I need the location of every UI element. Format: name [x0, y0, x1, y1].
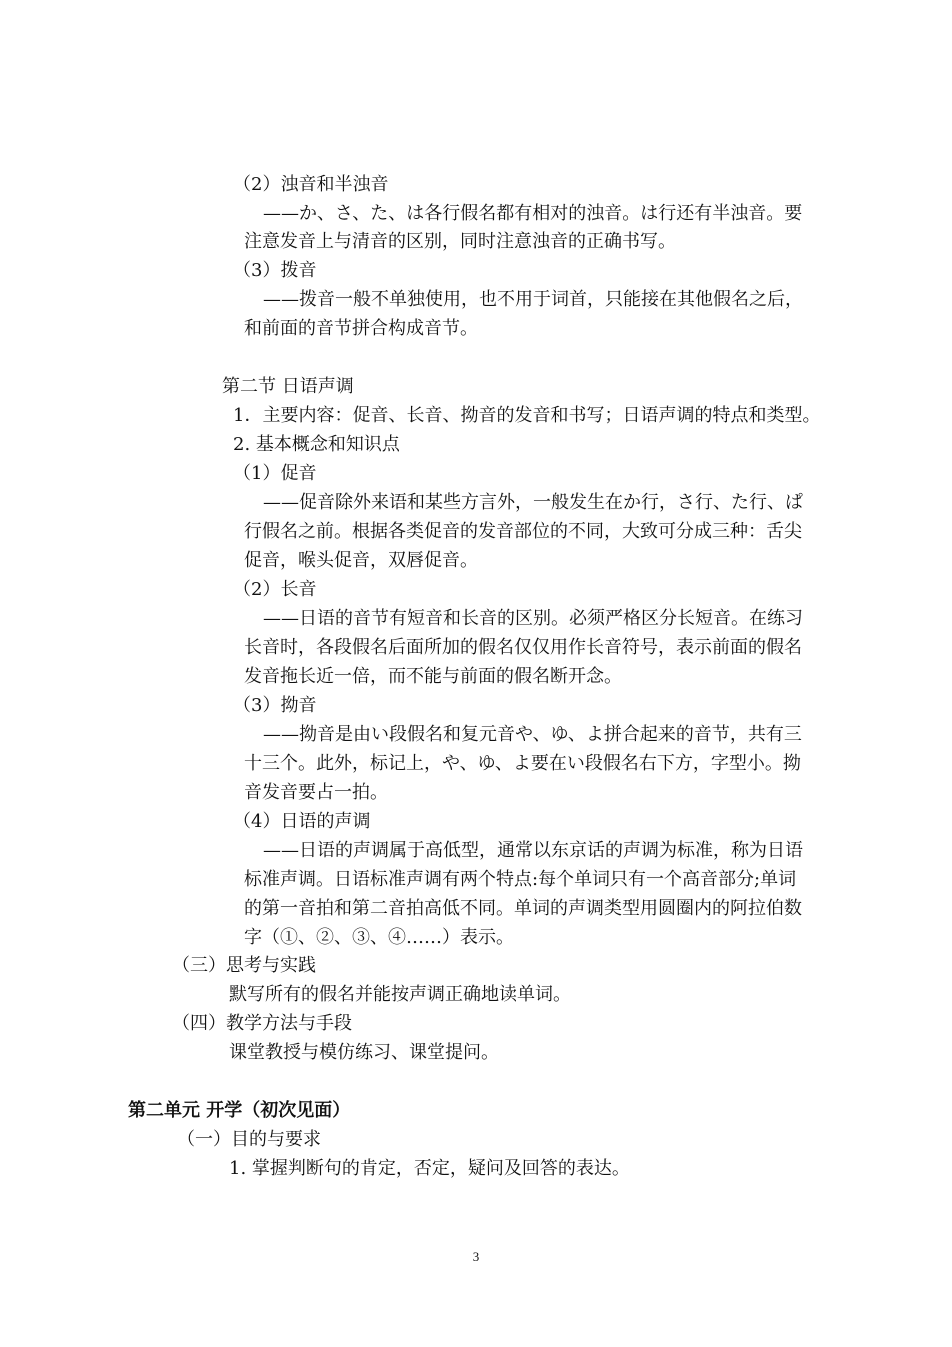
subheading-dakuon: （2）浊音和半浊音: [233, 174, 389, 195]
list-item: 1．主要内容：促音、长音、拗音的发音和书写；日语声调的特点和类型。: [233, 405, 821, 426]
paragraph-line: 和前面的音节拼合构成音节。: [244, 318, 478, 339]
subheading-chouon: （2）长音: [233, 579, 317, 600]
page-number: 3: [472, 1249, 480, 1264]
paragraph-line: ——拗音是由い段假名和复元音や、ゆ、よ拼合起来的音节，共有三: [263, 724, 802, 745]
paragraph-line: 课堂教授与模仿练习、课堂提问。: [229, 1042, 499, 1063]
paragraph-line: 长音时，各段假名后面所加的假名仅仅用作长音符号，表示前面的假名: [244, 637, 802, 658]
paragraph-line: 默写所有的假名并能按声调正确地读单词。: [229, 984, 571, 1005]
paragraph-line: 行假名之前。根据各类促音的发音部位的不同，大致可分成三种：舌尖: [244, 521, 802, 542]
paragraph-line: ——か、さ、た、は各行假名都有相对的浊音。は行还有半浊音。要: [263, 203, 803, 224]
unit-heading: 第二单元 开学（初次见面）: [128, 1100, 351, 1121]
paragraph-line: ——日语的音节有短音和长音的区别。必须严格区分长短音。在练习: [263, 608, 803, 629]
paragraph-line: 标准声调。日语标准声调有两个特点:每个单词只有一个高音部分;单词: [244, 869, 797, 890]
subsection-heading-methods: （四）教学方法与手段: [172, 1013, 352, 1034]
paragraph-line: 音发音要占一拍。: [244, 782, 388, 803]
paragraph-line: 发音拖长近一倍，而不能与前面的假名断开念。: [244, 666, 622, 687]
subheading-accent: （4）日语的声调: [233, 811, 371, 832]
subheading-hatsuon: （3）拨音: [233, 260, 317, 281]
subsection-heading-goals: （一）目的与要求: [177, 1129, 321, 1150]
subheading-youon: （3）拗音: [233, 695, 317, 716]
list-item: 1. 掌握判断句的肯定，否定，疑问及回答的表达。: [229, 1158, 630, 1179]
section-heading: 第二节 日语声调: [222, 376, 354, 397]
list-item: 2. 基本概念和知识点: [233, 434, 400, 455]
paragraph-line: ——日语的声调属于高低型，通常以东京话的声调为标准，称为日语: [263, 840, 803, 861]
paragraph-line: ——拨音一般不单独使用，也不用于词首，只能接在其他假名之后，: [263, 289, 803, 310]
paragraph-line: ——促音除外来语和某些方言外，一般发生在か行，さ行、た行、ぱ: [263, 492, 803, 513]
paragraph-line: 字（①、②、③、④……）表示。: [244, 927, 514, 948]
paragraph-line: 注意发音上与清音的区别，同时注意浊音的正确书写。: [244, 231, 676, 252]
subsection-heading-practice: （三）思考与实践: [172, 955, 316, 976]
paragraph-line: 促音，喉头促音，双唇促音。: [244, 550, 478, 571]
paragraph-line: 的第一音拍和第二音拍高低不同。单词的声调类型用圆圈内的阿拉伯数: [244, 898, 802, 919]
subheading-sokuon: （1）促音: [233, 463, 317, 484]
paragraph-line: 十三个。此外，标记上，や、ゆ、よ要在い段假名右下方，字型小。拗: [244, 753, 801, 774]
